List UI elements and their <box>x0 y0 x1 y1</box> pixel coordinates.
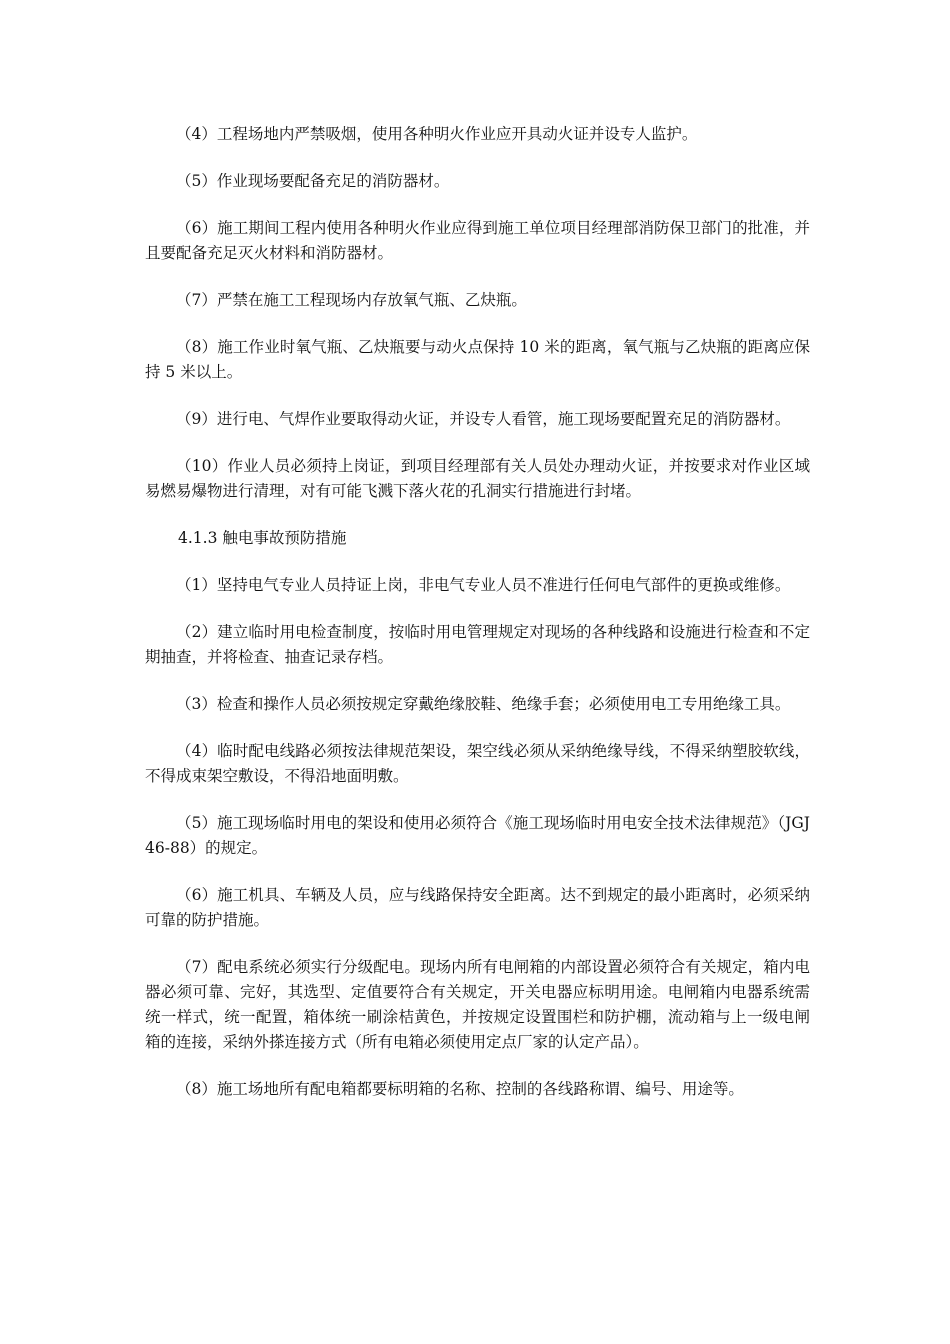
paragraph-fire-4: （4）工程场地内严禁吸烟，使用各种明火作业应开具动火证并设专人监护。 <box>176 125 698 143</box>
paragraph-electric-7: （7）配电系统必须实行分级配电。现场内所有电闸箱的内部设置必须符合有关规定，箱内电器必须可靠、完好，其选型、定值要符合有关规定，开关电器应标明用途。电闸箱内电器系统需统一样式，统一配置，箱体统一刷涂桔黄色，并按规定设置围栏和防护棚，流动箱与上一级电闸箱的连接，采纳外搽连接方式（所有电箱必须使用定点厂家的认定产品）。 <box>145 958 810 1051</box>
paragraph-electric-2: （2）建立临时用电检查制度，按临时用电管理规定对现场的各种线路和设施进行检查和不定期抽查，并将检查、抽查记录存档。 <box>145 623 810 666</box>
paragraph-electric-4: （4）临时配电线路必须按法律规范架设，架空线必须从采纳绝缘导线，不得采纳塑胶软线，不得成束架空敷设，不得沿地面明敷。 <box>145 742 810 785</box>
paragraph-electric-1: （1）坚持电气专业人员持证上岗，非电气专业人员不准进行任何电气部件的更换或维修。 <box>176 576 791 594</box>
paragraph-electric-8: （8）施工场地所有配电箱都要标明箱的名称、控制的各线路称谓、编号、用途等。 <box>176 1080 744 1098</box>
paragraph-fire-8: （8）施工作业时氧气瓶、乙炔瓶要与动火点保持 10 米的距离，氧气瓶与乙炔瓶的距离应保持 5 米以上。 <box>145 338 810 381</box>
paragraph-fire-5: （5）作业现场要配备充足的消防器材。 <box>176 172 450 190</box>
section-heading: 4.1.3 触电事故预防措施 <box>178 529 347 547</box>
paragraph-electric-5: （5）施工现场临时用电的架设和使用必须符合《施工现场临时用电安全技术法律规范》（JGJ46-88）的规定。 <box>145 814 810 857</box>
document-body <box>145 122 810 1124</box>
paragraph-fire-9: （9）进行电、气焊作业要取得动火证，并设专人看管，施工现场要配置充足的消防器材。 <box>176 410 791 428</box>
paragraph-fire-6: （6）施工期间工程内使用各种明火作业应得到施工单位项目经理部消防保卫部门的批准，并且要配备充足灭火材料和消防器材。 <box>145 219 810 262</box>
paragraph-fire-7: （7）严禁在施工工程现场内存放氧气瓶、乙炔瓶。 <box>176 291 527 309</box>
paragraph-fire-10: （10）作业人员必须持上岗证，到项目经理部有关人员处办理动火证，并按要求对作业区域易燃易爆物进行清理，对有可能飞溅下落火花的孔洞实行措施进行封堵。 <box>145 457 810 500</box>
paragraph-electric-3: （3）检查和操作人员必须按规定穿戴绝缘胶鞋、绝缘手套；必须使用电工专用绝缘工具。 <box>176 695 791 713</box>
paragraph-electric-6: （6）施工机具、车辆及人员，应与线路保持安全距离。达不到规定的最小距离时，必须采纳可靠的防护措施。 <box>145 886 810 929</box>
